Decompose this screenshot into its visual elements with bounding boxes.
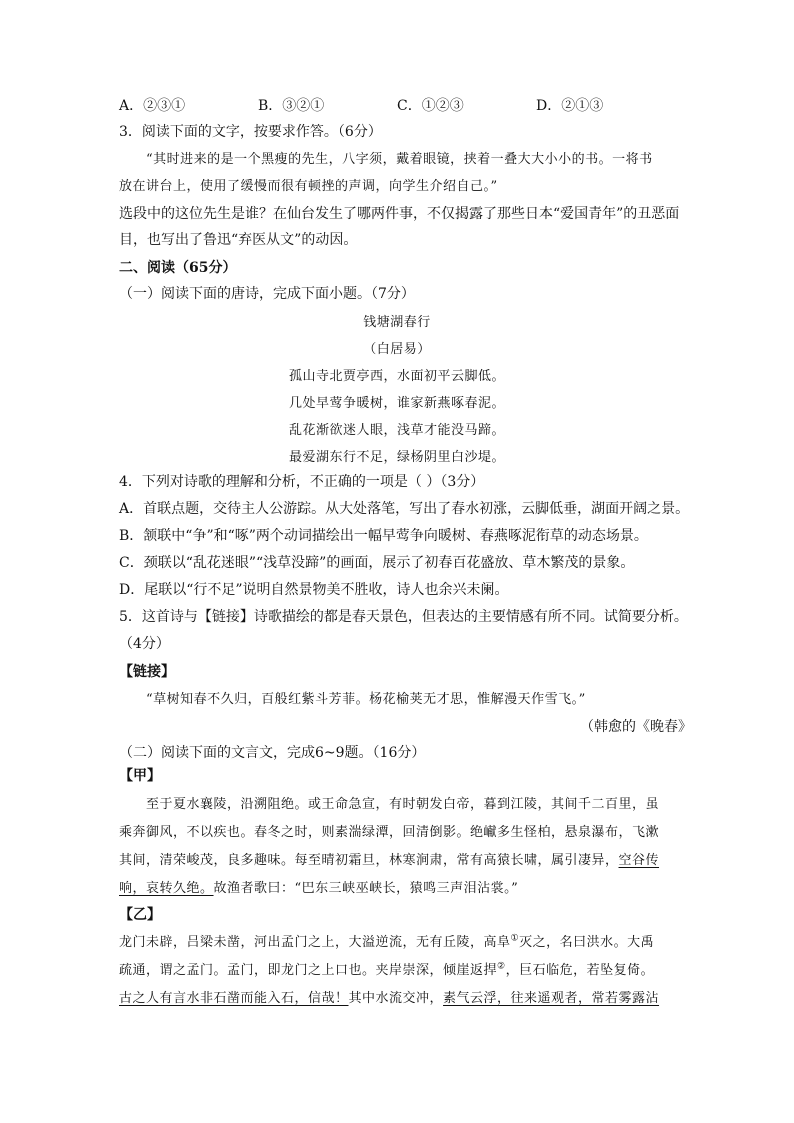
q4-stem: 4．下列对诗歌的理解和分析，不正确的一项是（ ）（3分） bbox=[119, 474, 485, 490]
q4-option-d: D．尾联以“行不足”说明自然景物美不胜收，诗人也余兴未阑。 bbox=[119, 582, 509, 598]
q2-option-c: C．①②③ bbox=[397, 98, 464, 114]
poem-line: 几处早莺争暖树，谁家新燕啄春泥。 bbox=[288, 396, 505, 411]
underlined-phrase: 响，哀转久绝。 bbox=[119, 881, 214, 896]
q5-stem-line2: （4分） bbox=[119, 636, 170, 652]
footnote-marker: ① bbox=[510, 933, 520, 944]
underlined-phrase: 素气云浮，往来遥观者，常若雾露沾 bbox=[443, 991, 660, 1006]
yi-text: 疏通，谓之孟门。孟门，即龙门之上口也。夹岸崇深，倾崖返捍 bbox=[119, 963, 498, 978]
q3-stem: 3．阅读下面的文字，按要求作答。（6分） bbox=[119, 124, 382, 140]
poem-title: 钱塘湖春行 bbox=[363, 315, 431, 330]
q3-question-line2: 目，也写出了鲁迅“弃医从文”的动因。 bbox=[119, 232, 358, 248]
q2-option-a: A．②③① bbox=[119, 98, 186, 114]
q4-option-b: B．颔联中“争”和“啄”两个动词描绘出一幅早莺争向暖树、春燕啄泥衔草的动态场景。 bbox=[119, 528, 648, 544]
part2-intro: （二）阅读下面的文言文，完成6~9题。（16分） bbox=[119, 745, 426, 761]
yi-text: 龙门未辟，吕梁未凿，河出孟门之上，大溢逆流，无有丘陵，高阜 bbox=[119, 935, 511, 950]
jia-line-partial bbox=[119, 851, 659, 871]
yi-line bbox=[119, 989, 659, 1009]
underlined-phrase: 空谷传 bbox=[618, 853, 660, 868]
link-source: （韩愈的《晚春》 bbox=[580, 719, 692, 735]
link-label: 【链接】 bbox=[119, 664, 175, 680]
poem-line: 孤山寺北贾亭西，水面初平云脚低。 bbox=[288, 369, 505, 384]
q3-quote-line2: 放在讲台上，使用了缓慢而很有顿挫的声调，向学生介绍自己。” bbox=[119, 179, 498, 194]
yi-text: 灭之，名曰洪水。大禹 bbox=[519, 935, 655, 950]
poem-author: （白居易） bbox=[363, 342, 431, 357]
jia-label: 【甲】 bbox=[119, 768, 161, 784]
yi-line bbox=[119, 961, 654, 981]
q2-option-d: D．②①③ bbox=[536, 98, 604, 114]
jia-text: 其间，清荣峻茂，良多趣味。每至晴初霜旦，林寒涧肃，常有高猿长啸，属引凄异， bbox=[119, 853, 619, 868]
jia-line: 至于夏水襄陵，沿溯阻绝。或王命急宣，有时朝发白帝，暮到江陵，其间千二百里，虽 bbox=[146, 797, 660, 812]
footnote-marker: ② bbox=[497, 961, 506, 972]
q3-question-line1: 选段中的这位先生是谁？在仙台发生了哪两件事，不仅揭露了那些日本“爱国青年”的丑恶面 bbox=[119, 206, 680, 222]
jia-line: 乘奔御风，不以疾也。春冬之时，则素湍绿潭，回清倒影。绝𪩘多生怪柏，悬泉瀑布，飞漱 bbox=[119, 825, 660, 840]
yi-text: ，巨石临危，若坠复倚。 bbox=[505, 963, 655, 978]
q3-quote-line1: “其时进来的是一个黑瘦的先生，八字须，戴着眼镜，挟着一叠大大小小的书。一将书 bbox=[146, 152, 653, 167]
underlined-phrase: 古之人有言水非石凿而能入石，信哉！ bbox=[119, 991, 349, 1006]
poem-line: 最爱湖东行不足，绿杨阴里白沙堤。 bbox=[288, 450, 505, 465]
part1-intro: （一）阅读下面的唐诗，完成下面小题。（7分） bbox=[119, 286, 415, 302]
link-quote: “草树知春不久归，百般红紫斗芳菲。杨花榆荚无才思，惟解漫天作雪飞。” bbox=[146, 692, 586, 707]
q2-option-b: B．③②① bbox=[258, 98, 325, 114]
q4-option-a: A．首联点题，交待主人公游踪。从大处落笔，写出了春水初涨，云脚低垂，湖面开阔之景。 bbox=[119, 501, 690, 517]
jia-line-partial bbox=[119, 879, 518, 899]
yi-text: 其中水流交冲， bbox=[348, 991, 444, 1006]
poem-line: 乱花渐欲迷人眼，浅草才能没马蹄。 bbox=[288, 423, 505, 438]
yi-label: 【乙】 bbox=[119, 907, 161, 923]
jia-text: 故渔者歌曰：“巴东三峡巫峡长，猿鸣三声泪沾裳。” bbox=[213, 881, 519, 896]
q5-stem-line1: 5．这首诗与【链接】诗歌描绘的都是春天景色，但表达的主要情感有所不同。试简要分析。 bbox=[119, 609, 688, 625]
section-heading: 二、阅读（65分） bbox=[119, 260, 237, 276]
q4-option-c: C．颈联以“乱花迷眼”“浅草没蹄”的画面，展示了初春百花盛放、草木繁茂的景象。 bbox=[119, 555, 635, 571]
yi-line bbox=[119, 933, 654, 953]
